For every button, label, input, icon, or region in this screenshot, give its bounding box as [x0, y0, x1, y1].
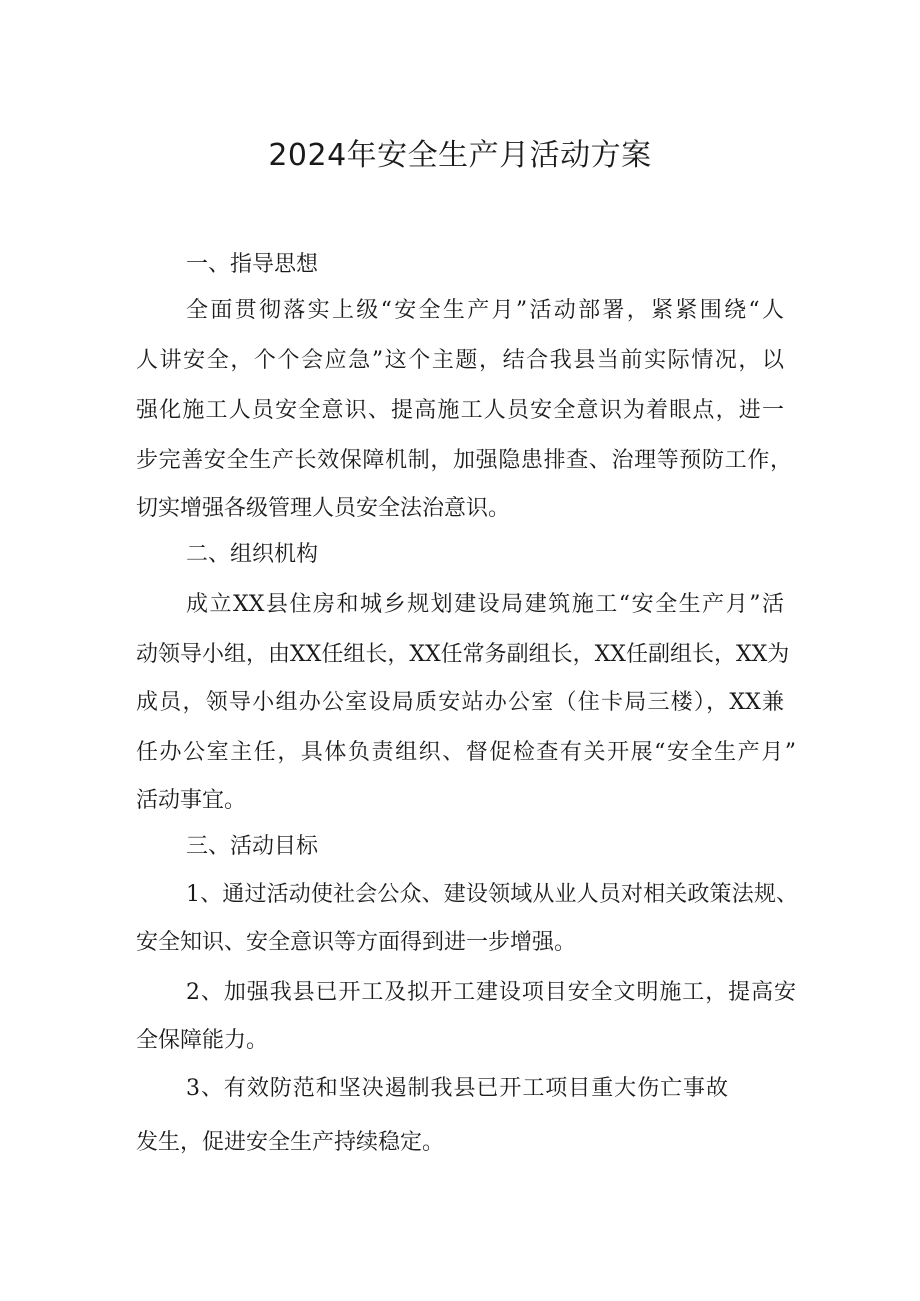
paragraph-line: 成立XX县住房和城乡规划建设局建筑施工“安全生产月”活: [186, 592, 784, 617]
document-title: 2024年安全生产月活动方案: [268, 138, 652, 173]
paragraph-line: 成员，领导小组办公室设局质安站办公室（住卡局三楼），XX兼: [136, 690, 784, 715]
goal-item-2-line: 全保障能力。: [136, 1028, 269, 1053]
goal-item-3-line: 3、有效防范和坚决遏制我县已开工项目重大伤亡事故: [186, 1076, 728, 1101]
paragraph-line: 切实增强各级管理人员安全法治意识。: [136, 496, 511, 521]
paragraph-line: 活动事宜。: [136, 788, 247, 813]
paragraph-line: 人讲安全，个个会应急”这个主题，结合我县当前实际情况，以: [136, 348, 784, 373]
paragraph-line: 强化施工人员安全意识、提高施工人员安全意识为着眼点，进一: [136, 398, 784, 423]
section-heading-guiding-ideology: 一、指导思想: [186, 252, 319, 277]
section-heading-activity-goals: 三、活动目标: [186, 834, 319, 859]
goal-item-1-line: 1、通过活动使社会公众、建设领域从业人员对相关政策法规、: [186, 882, 798, 907]
goal-item-1-line: 安全知识、安全意识等方面得到进一步增强。: [136, 930, 577, 955]
paragraph-line: 动领导小组，由XX任组长，XX任常务副组长，XX任副组长，XX为: [136, 642, 790, 667]
goal-item-3-line: 发生，促进安全生产持续稳定。: [136, 1130, 445, 1155]
paragraph-line: 全面贯彻落实上级“安全生产月”活动部署，紧紧围绕“人: [186, 298, 784, 323]
paragraph-line: 步完善安全生产长效保障机制，加强隐患排查、治理等预防工作，: [136, 448, 792, 473]
section-heading-organization: 二、组织机构: [186, 542, 319, 567]
goal-item-2-line: 2、加强我县已开工及拟开工建设项目安全文明施工，提高安: [186, 980, 796, 1005]
paragraph-line: 任办公室主任，具体负责组织、督促检查有关开展“安全生产月”: [136, 740, 796, 765]
